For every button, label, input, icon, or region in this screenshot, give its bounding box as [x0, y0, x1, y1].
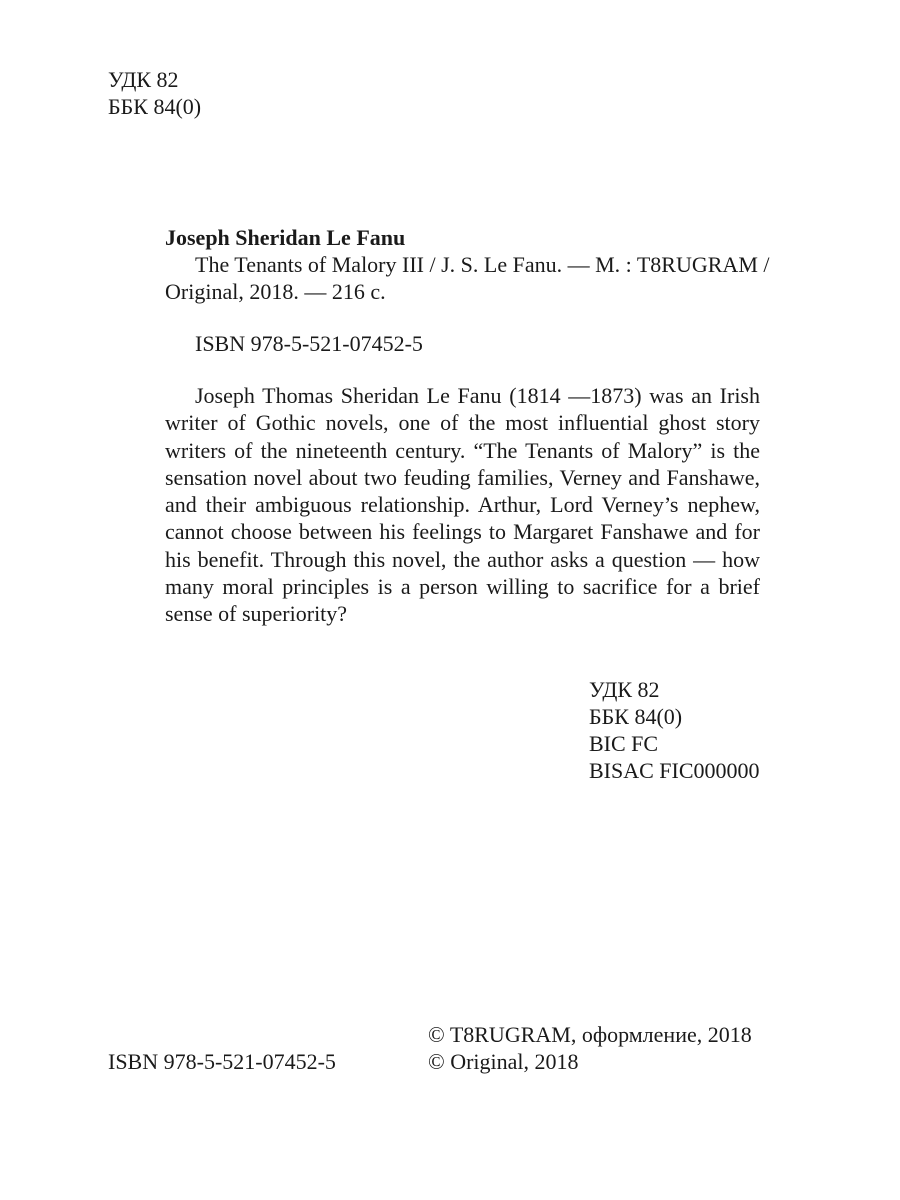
- top-classification-codes: [108, 66, 201, 120]
- title-line: The Tenants of Malory III / J. S. Le Fanu. — M. : T8RUGRAM /: [195, 252, 770, 277]
- isbn-text: ISBN 978-5-521-07452-5: [195, 331, 423, 356]
- bic-code: BIC FC: [589, 731, 659, 756]
- udk-code: УДК 82: [108, 67, 179, 92]
- copyright-original: © Original, 2018: [428, 1049, 579, 1074]
- publisher-line: Original, 2018. — 216 c.: [165, 279, 386, 304]
- bbk-code-secondary: ББК 84(0): [589, 704, 683, 729]
- bibliographic-record: [165, 224, 770, 305]
- bbk-code: ББК 84(0): [108, 94, 202, 119]
- footer-isbn-text: ISBN 978-5-521-07452-5: [108, 1049, 336, 1074]
- udk-code-secondary: УДК 82: [589, 677, 660, 702]
- author-name: Joseph Sheridan Le Fanu: [165, 225, 406, 250]
- footer-isbn: [108, 1048, 336, 1075]
- bisac-code: BISAC FIC000000: [589, 758, 760, 783]
- annotation-paragraph: Joseph Thomas Sheridan Le Fanu (1814 —1873) was an Irish writer of Gothic novels, one of the most influential ghost story writers of the nineteenth century. “The Tenants of Malory” is the sensation novel about two feuding families, Verney and Fanshawe, and their ambiguous relationship. Arthur, Lord Verney’s nephew, cannot choose between his feelings to Margaret Fanshawe and for his benefit. Through this novel, the author asks a question — how many moral principles is a person willing to sacrifice for a brief sense of superiority?: [165, 383, 760, 627]
- copyright-design: © T8RUGRAM, оформление, 2018: [428, 1022, 752, 1047]
- copyright-notices: [428, 1021, 752, 1075]
- isbn-entry: [195, 330, 423, 357]
- classification-codes: [589, 676, 760, 784]
